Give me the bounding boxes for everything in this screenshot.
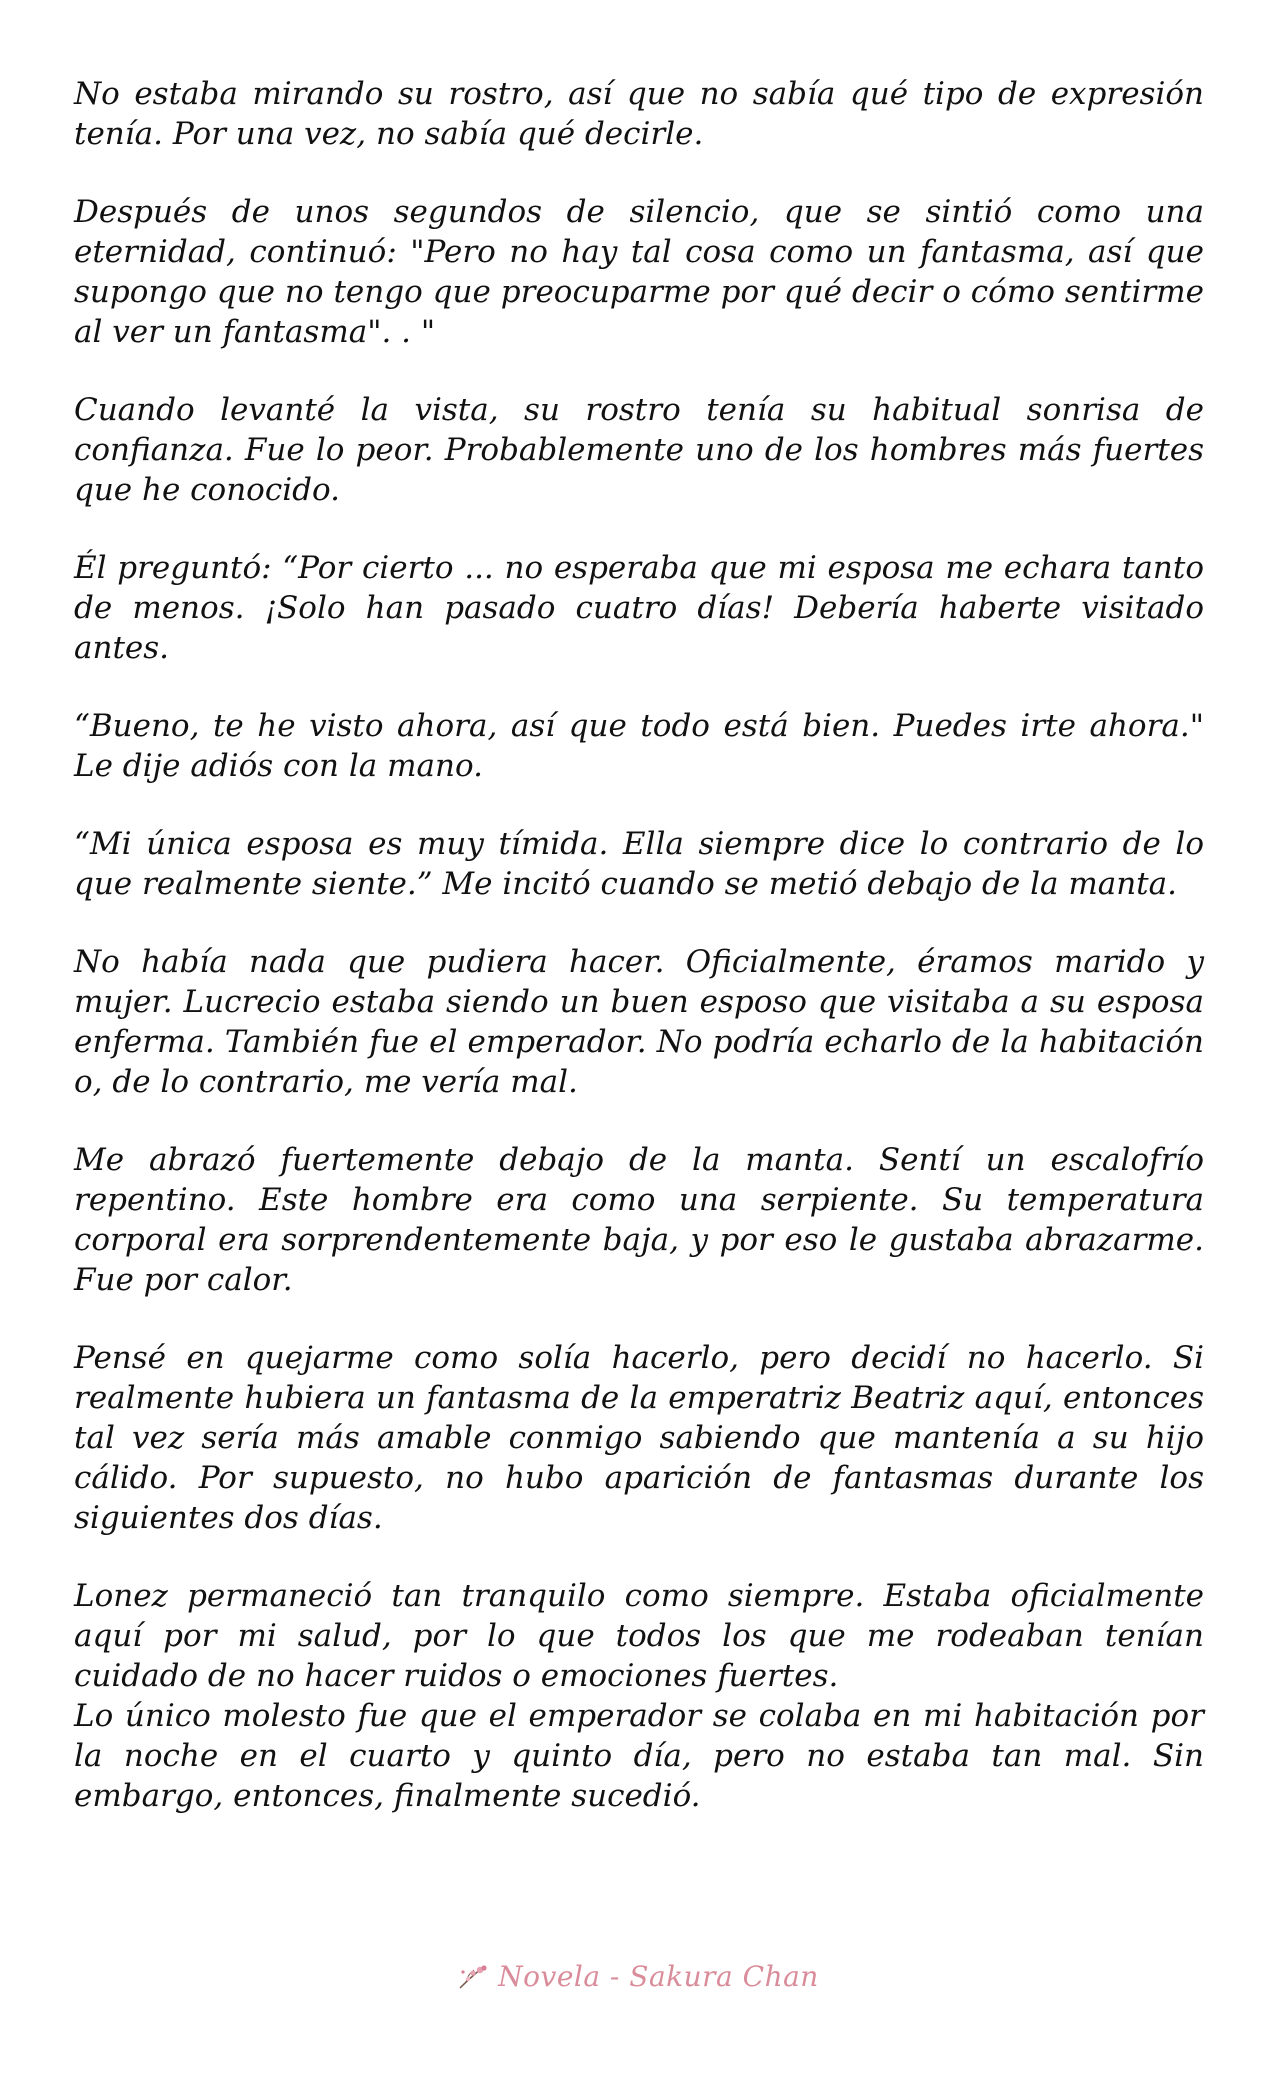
paragraph-9: Pensé en quejarme como solía hacerlo, pero decidí no hacerlo. Si realmente hubiera un fantasma de la emperatriz Beatriz aquí, entonces tal vez sería más amable conmigo sabiendo que mantenía a su hijo cálido. Por supuesto, no hubo aparición de fantasmas durante los siguientes dos días.: [74, 1340, 1204, 1536]
footer-watermark: [0, 1960, 1275, 1993]
document-body: [74, 74, 1204, 1854]
paragraph-3: Cuando levanté la vista, su rostro tenía su habitual sonrisa de confianza. Fue lo peor. Probablemente uno de los hombres más fuertes que he conocido.: [74, 392, 1204, 508]
watermark-text: Novela - Sakura Chan: [498, 1960, 819, 1993]
paragraph-11: Lo único molesto fue que el emperador se colaba en mi habitación por la noche en el cuarto y quinto día, pero no estaba tan mal. Sin embargo, entonces, finalmente sucedió.: [74, 1698, 1204, 1814]
paragraph-2: Después de unos segundos de silencio, que se sintió como una eternidad, continuó: "Pero no hay tal cosa como un fantasma, así que supongo que no tengo que preocuparme por qué decir o cómo sentirme al ver un fantasma". . ": [74, 194, 1204, 350]
paragraph-8: Me abrazó fuertemente debajo de la manta. Sentí un escalofrío repentino. Este hombre era como una serpiente. Su temperatura corporal era sorprendentemente baja, y por eso le gustaba abrazarme. Fue por calor.: [74, 1142, 1204, 1298]
paragraph-4: Él preguntó: “Por cierto ... no esperaba que mi esposa me echara tanto de menos. ¡Solo han pasado cuatro días! Debería haberte visitado antes.: [74, 550, 1204, 666]
paragraph-7: No había nada que pudiera hacer. Oficialmente, éramos marido y mujer. Lucrecio estaba siendo un buen esposo que visitaba a su esposa enferma. También fue el emperador. No podría echarlo de la habitación o, de lo contrario, me vería mal.: [74, 944, 1204, 1100]
paragraph-6: “Mi única esposa es muy tímida. Ella siempre dice lo contrario de lo que realmente siente.” Me incitó cuando se metió debajo de la manta.: [74, 826, 1204, 902]
paragraph-10: Lonez permaneció tan tranquilo como siempre. Estaba oficialmente aquí por mi salud, por lo que todos los que me rodeaban tenían cuidado de no hacer ruidos o emociones fuertes.: [74, 1578, 1204, 1694]
paragraph-5: “Bueno, te he visto ahora, así que todo está bien. Puedes irte ahora." Le dije adiós con la mano.: [74, 708, 1204, 784]
watermark-logo: [456, 1960, 819, 1993]
sakura-flower-icon: [456, 1962, 490, 1992]
paragraph-1: No estaba mirando su rostro, así que no sabía qué tipo de expresión tenía. Por una vez, no sabía qué decirle.: [74, 76, 1204, 152]
